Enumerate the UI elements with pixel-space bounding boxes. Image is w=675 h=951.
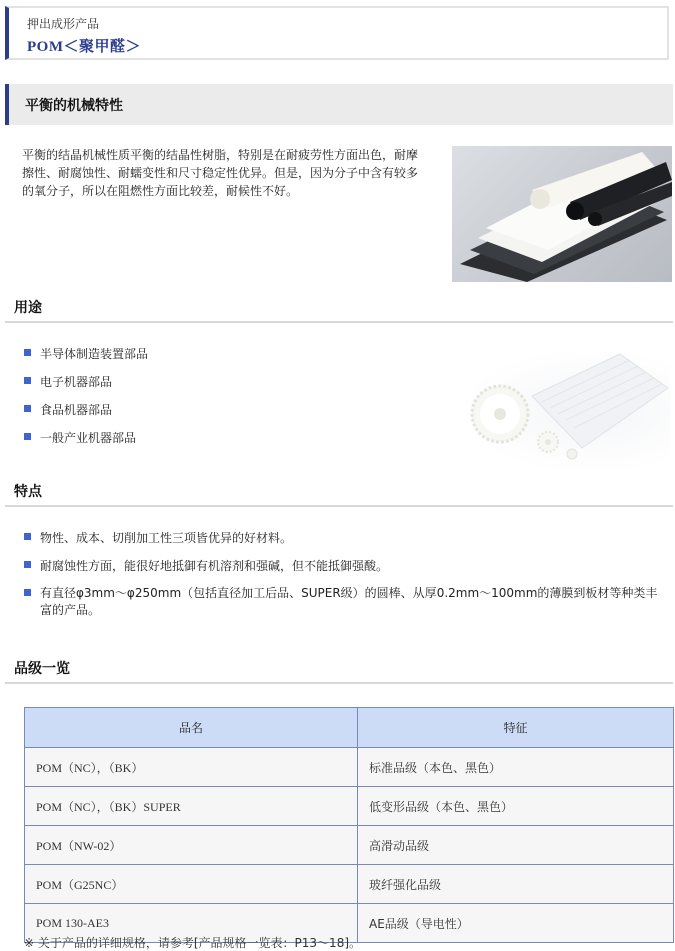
column-header-feature: 特征 [358, 708, 674, 748]
grade-feature-cell: 低变形品级（本色、黑色） [358, 787, 674, 826]
grade-feature-cell: AE品级（导电性） [358, 904, 674, 943]
features-list [24, 529, 664, 619]
list-item: 半导体制造装置部品 [24, 345, 444, 373]
intro-paragraph: 平衡的结晶机械性质平衡的结晶性树脂，特别是在耐疲劳性方面出色，耐摩擦性、耐腐蚀性、耐蠕变性和尺寸稳定性优异。但是，因为分子中含有较多的氧分子，所以在阻燃性方面比较差，耐候性不好。 [22, 148, 419, 198]
square-bullet-icon [24, 561, 31, 568]
grades-table [24, 707, 674, 943]
uses-heading: 用途 [14, 300, 42, 316]
grade-name-cell: POM（G25NC） [25, 865, 358, 904]
pom-parts-photo [470, 352, 670, 470]
table-row [25, 865, 674, 904]
section-title: 平衡的机械特性 [25, 98, 123, 114]
square-bullet-icon [24, 377, 31, 384]
column-header-name: 品名 [25, 708, 358, 748]
features-heading: 特点 [14, 484, 42, 500]
pom-rods-sheets-photo [452, 146, 672, 282]
grade-name-cell: POM（NC），（BK） [25, 748, 358, 787]
page-title: POM＜聚甲醛＞ [27, 39, 141, 55]
section-title-bar [5, 84, 673, 125]
uses-list [24, 345, 444, 457]
square-bullet-icon [24, 349, 31, 356]
spec-reference-note: ※ 关于产品的详细规格，请参考[产品规格一览表：P13～18]。 [24, 936, 362, 950]
table-row [25, 826, 674, 865]
square-bullet-icon [24, 405, 31, 412]
page-subtitle: 押出成形产品 [27, 17, 100, 31]
list-item: 有直径φ3mm～φ250mm（包括直径加工后品、SUPER级）的圆棒、从厚0.2mm～100mm的薄膜到板材等种类丰富的产品。 [24, 585, 664, 619]
table-header-row [25, 708, 674, 748]
grades-divider [5, 682, 673, 684]
uses-divider [5, 321, 673, 323]
square-bullet-icon [24, 589, 31, 596]
list-item: 物性、成本、切削加工性三项皆优异的好材料。 [24, 529, 664, 557]
square-bullet-icon [24, 433, 31, 440]
table-row [25, 748, 674, 787]
grade-feature-cell: 玻纤强化品级 [358, 865, 674, 904]
page-header [5, 6, 669, 60]
list-item: 耐腐蚀性方面，能很好地抵御有机溶剂和强碱，但不能抵御强酸。 [24, 557, 664, 585]
square-bullet-icon [24, 533, 31, 540]
pom-rods-sheets-illustration [452, 146, 672, 282]
grades-heading: 品级一览 [14, 661, 70, 677]
grade-name-cell: POM（NW-02） [25, 826, 358, 865]
list-item: 一般产业机器部品 [24, 429, 444, 457]
list-item: 电子机器部品 [24, 373, 444, 401]
features-divider [5, 505, 673, 507]
grade-feature-cell: 标准品级（本色、黑色） [358, 748, 674, 787]
grade-feature-cell: 高滑动品级 [358, 826, 674, 865]
pom-gears-film-illustration [470, 352, 670, 470]
table-row [25, 787, 674, 826]
grade-name-cell: POM 130-AE3 [25, 904, 358, 943]
list-item: 食品机器部品 [24, 401, 444, 429]
grade-name-cell: POM（NC），（BK）SUPER [25, 787, 358, 826]
